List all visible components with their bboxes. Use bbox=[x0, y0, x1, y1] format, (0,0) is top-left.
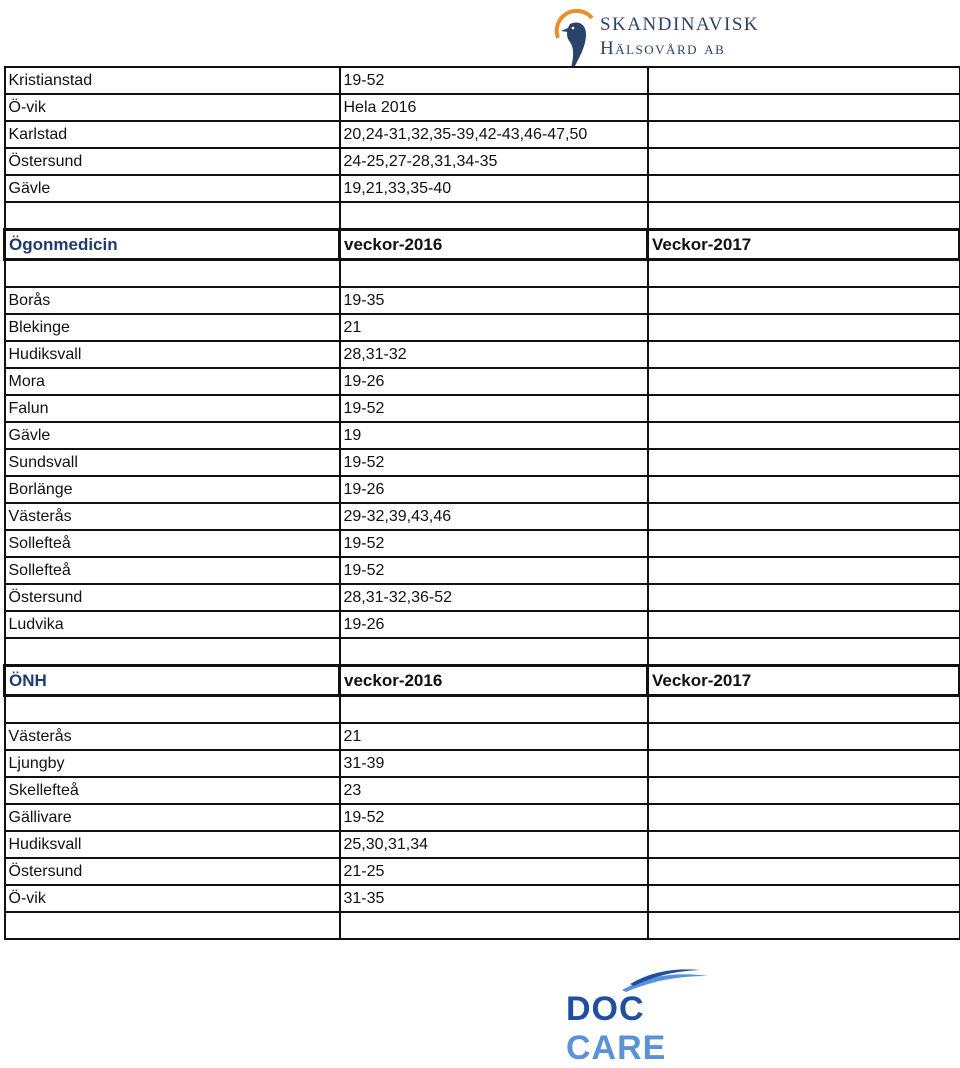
cell-location: Hudiksvall bbox=[5, 341, 340, 368]
onh-header-row bbox=[5, 666, 960, 696]
cell-location: Kristianstad bbox=[5, 67, 340, 94]
table-row bbox=[5, 503, 960, 530]
cell-weeks-2016: 24-25,27-28,31,34-35 bbox=[340, 148, 648, 175]
cell-weeks-2016: 31-35 bbox=[340, 885, 648, 912]
cell-weeks-2017 bbox=[648, 750, 960, 777]
cell-weeks-2016: 25,30,31,34 bbox=[340, 831, 648, 858]
cell-weeks-2016: 21 bbox=[340, 314, 648, 341]
cell-location: Borlänge bbox=[5, 476, 340, 503]
cell-location: Östersund bbox=[5, 584, 340, 611]
table-row bbox=[5, 67, 960, 94]
cell-weeks-2016: 21-25 bbox=[340, 858, 648, 885]
cell-weeks-2017 bbox=[648, 476, 960, 503]
cell-weeks-2017 bbox=[648, 638, 960, 666]
cell-location: Borås bbox=[5, 287, 340, 314]
table-row bbox=[5, 314, 960, 341]
table-row bbox=[5, 368, 960, 395]
table-row bbox=[5, 777, 960, 804]
cell-location: Östersund bbox=[5, 858, 340, 885]
cell-weeks-2017 bbox=[648, 287, 960, 314]
cell-weeks-2016: 19-52 bbox=[340, 449, 648, 476]
cell-weeks-2016 bbox=[340, 638, 648, 666]
cell-weeks-2016 bbox=[340, 912, 648, 939]
ogon-col-2017: Veckor-2017 bbox=[648, 230, 960, 260]
onh-title: ÖNH bbox=[5, 666, 340, 696]
cell-weeks-2017 bbox=[648, 723, 960, 750]
cell-location: Ö-vik bbox=[5, 885, 340, 912]
cell-location bbox=[5, 260, 340, 288]
table-row bbox=[5, 148, 960, 175]
cell-weeks-2017 bbox=[648, 858, 960, 885]
cell-location: Gävle bbox=[5, 175, 340, 202]
empty-row bbox=[5, 696, 960, 724]
cell-weeks-2017 bbox=[648, 503, 960, 530]
onh-col-2017: Veckor-2017 bbox=[648, 666, 960, 696]
cell-weeks-2017 bbox=[648, 831, 960, 858]
empty-row bbox=[5, 912, 960, 939]
cell-weeks-2016: 20,24-31,32,35-39,42-43,46-47,50 bbox=[340, 121, 648, 148]
empty-row bbox=[5, 638, 960, 666]
ogon-header-row bbox=[5, 230, 960, 260]
cell-location: Östersund bbox=[5, 148, 340, 175]
cell-weeks-2016: 19-26 bbox=[340, 476, 648, 503]
logo-doc-text: DOC bbox=[566, 990, 645, 1028]
table-row bbox=[5, 557, 960, 584]
cell-location: Sollefteå bbox=[5, 557, 340, 584]
cell-location: Hudiksvall bbox=[5, 831, 340, 858]
cell-location: Skellefteå bbox=[5, 777, 340, 804]
cell-location: Blekinge bbox=[5, 314, 340, 341]
logo-care-text: CARE bbox=[566, 1029, 667, 1067]
cell-weeks-2017 bbox=[648, 611, 960, 638]
cell-weeks-2016: 23 bbox=[340, 777, 648, 804]
cell-location: Västerås bbox=[5, 723, 340, 750]
table-row bbox=[5, 287, 960, 314]
cell-location: Gävle bbox=[5, 422, 340, 449]
cell-weeks-2016: 19-26 bbox=[340, 611, 648, 638]
cell-weeks-2016: 19-52 bbox=[340, 557, 648, 584]
table-row bbox=[5, 121, 960, 148]
cell-location bbox=[5, 912, 340, 939]
cell-location bbox=[5, 202, 340, 230]
onh-col-2016: veckor-2016 bbox=[340, 666, 648, 696]
cell-weeks-2017 bbox=[648, 449, 960, 476]
cell-location: Sundsvall bbox=[5, 449, 340, 476]
cell-weeks-2017 bbox=[648, 121, 960, 148]
empty-row bbox=[5, 260, 960, 288]
table-row bbox=[5, 584, 960, 611]
table-row bbox=[5, 476, 960, 503]
cell-weeks-2017 bbox=[648, 777, 960, 804]
table-row bbox=[5, 395, 960, 422]
doc-care-logo bbox=[562, 968, 744, 1067]
cell-location: Ludvika bbox=[5, 611, 340, 638]
ogon-col-2016: veckor-2016 bbox=[340, 230, 648, 260]
cell-location: Ö-vik bbox=[5, 94, 340, 121]
table-row bbox=[5, 750, 960, 777]
logo-line1: SKANDINAVISK bbox=[600, 14, 760, 35]
cell-weeks-2017 bbox=[648, 148, 960, 175]
cell-weeks-2017 bbox=[648, 260, 960, 288]
cell-weeks-2017 bbox=[648, 67, 960, 94]
cell-location: Mora bbox=[5, 368, 340, 395]
cell-weeks-2017 bbox=[648, 368, 960, 395]
cell-weeks-2016: 28,31-32 bbox=[340, 341, 648, 368]
cell-weeks-2016: 31-39 bbox=[340, 750, 648, 777]
cell-weeks-2016 bbox=[340, 260, 648, 288]
cell-weeks-2017 bbox=[648, 314, 960, 341]
cell-weeks-2016: 19-52 bbox=[340, 804, 648, 831]
cell-weeks-2016 bbox=[340, 696, 648, 724]
cell-weeks-2016: 19-52 bbox=[340, 395, 648, 422]
ogon-title: Ögonmedicin bbox=[5, 230, 340, 260]
cell-weeks-2017 bbox=[648, 885, 960, 912]
cell-weeks-2017 bbox=[648, 804, 960, 831]
table-row bbox=[5, 804, 960, 831]
cell-weeks-2016: 19 bbox=[340, 422, 648, 449]
cell-weeks-2017 bbox=[648, 395, 960, 422]
cell-weeks-2016: 19-35 bbox=[340, 287, 648, 314]
cell-weeks-2016: 19,21,33,35-40 bbox=[340, 175, 648, 202]
bird-logo-icon bbox=[552, 8, 598, 72]
cell-weeks-2016: 19-26 bbox=[340, 368, 648, 395]
cell-weeks-2016: 19-52 bbox=[340, 67, 648, 94]
cell-location: Sollefteå bbox=[5, 530, 340, 557]
cell-location bbox=[5, 638, 340, 666]
table-row bbox=[5, 341, 960, 368]
cell-location: Gällivare bbox=[5, 804, 340, 831]
cell-weeks-2016 bbox=[340, 202, 648, 230]
cell-weeks-2016: 21 bbox=[340, 723, 648, 750]
table-row bbox=[5, 449, 960, 476]
table-row bbox=[5, 530, 960, 557]
cell-weeks-2017 bbox=[648, 696, 960, 724]
cell-location bbox=[5, 696, 340, 724]
cell-location: Ljungby bbox=[5, 750, 340, 777]
cell-weeks-2017 bbox=[648, 557, 960, 584]
cell-weeks-2016: 29-32,39,43,46 bbox=[340, 503, 648, 530]
table-row bbox=[5, 611, 960, 638]
cell-location: Västerås bbox=[5, 503, 340, 530]
table-row bbox=[5, 831, 960, 858]
empty-row bbox=[5, 202, 960, 230]
logo-line2: Hälsovård ab bbox=[600, 38, 726, 59]
cell-weeks-2017 bbox=[648, 202, 960, 230]
table-row bbox=[5, 885, 960, 912]
cell-location: Falun bbox=[5, 395, 340, 422]
cell-weeks-2017 bbox=[648, 422, 960, 449]
skandinavisk-halsovard-logo bbox=[552, 8, 762, 72]
table-row bbox=[5, 175, 960, 202]
cell-weeks-2017 bbox=[648, 175, 960, 202]
doc-care-wordmark bbox=[566, 990, 744, 1068]
cell-weeks-2016: 28,31-32,36-52 bbox=[340, 584, 648, 611]
cell-weeks-2017 bbox=[648, 94, 960, 121]
table-row bbox=[5, 94, 960, 121]
table-row bbox=[5, 858, 960, 885]
cell-location: Karlstad bbox=[5, 121, 340, 148]
table-row bbox=[5, 422, 960, 449]
table-row bbox=[5, 723, 960, 750]
cell-weeks-2016: 19-52 bbox=[340, 530, 648, 557]
cell-weeks-2017 bbox=[648, 341, 960, 368]
cell-weeks-2017 bbox=[648, 530, 960, 557]
cell-weeks-2016: Hela 2016 bbox=[340, 94, 648, 121]
cell-weeks-2017 bbox=[648, 584, 960, 611]
cell-weeks-2017 bbox=[648, 912, 960, 939]
weeks-table bbox=[3, 66, 960, 940]
